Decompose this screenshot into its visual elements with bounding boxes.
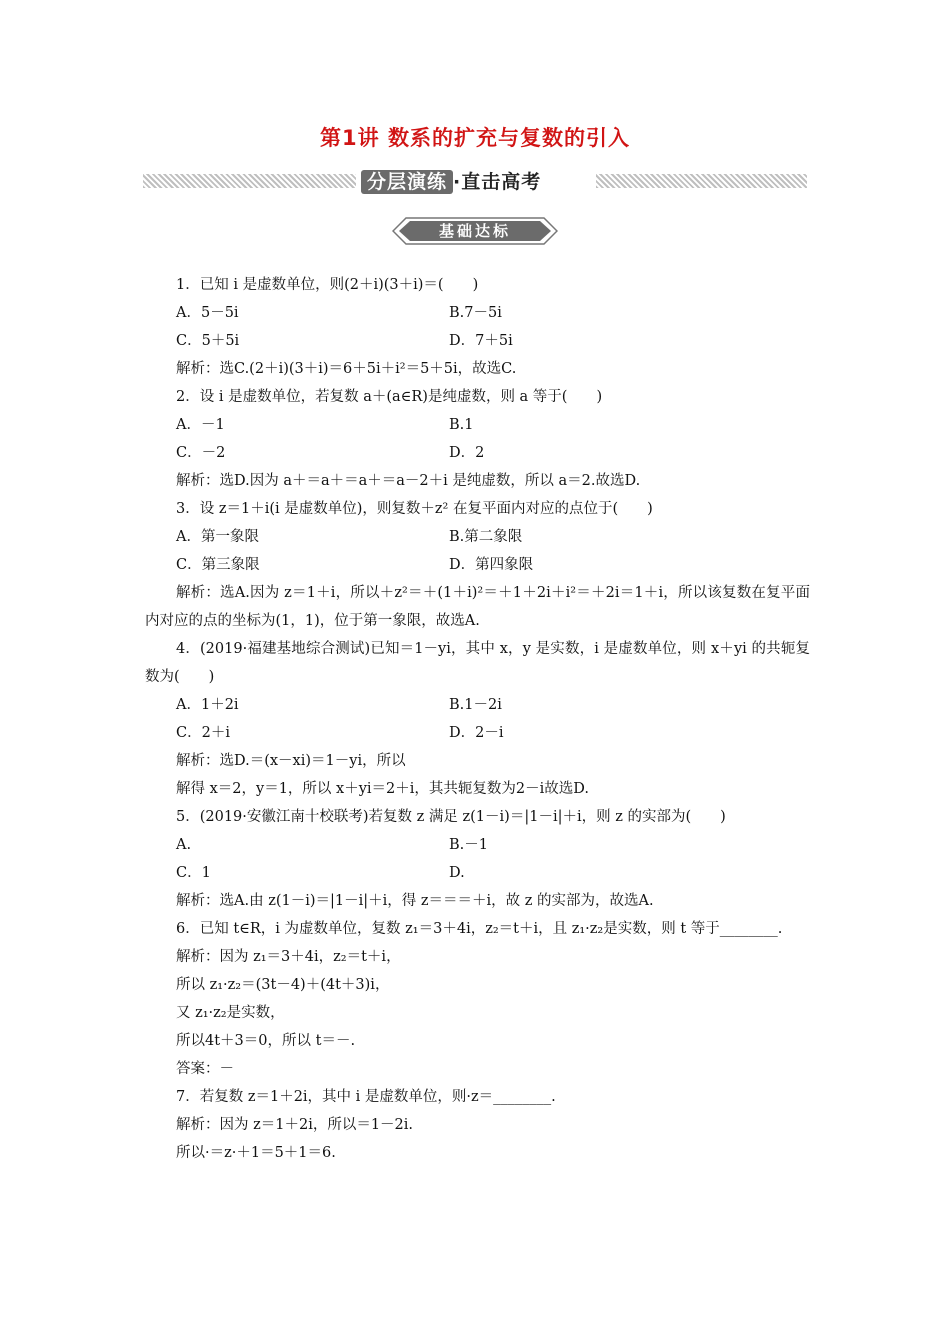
q2-option-b: B.1	[449, 417, 474, 433]
q5-option-d: D.	[449, 865, 465, 881]
q2-option-c: C．－2	[176, 445, 226, 461]
q2-option-d: D．2	[449, 445, 485, 461]
badge-label: 基础达标	[438, 222, 511, 240]
q5-options-row1	[145, 831, 810, 859]
q3-option-b: B.第二象限	[449, 529, 523, 545]
q1-solution: 解析：选C.(2＋i)(3＋i)＝6＋5i＋i²＝5＋5i，故选C.	[176, 361, 517, 377]
q4-option-d: D．2－i	[449, 725, 504, 741]
q3-option-d: D．第四象限	[449, 557, 534, 573]
banner-hatch-right	[596, 174, 807, 188]
q6-solution-3: 又 z₁·z₂是实数，	[176, 1005, 285, 1021]
q4-solution-2: 解得 x＝2，y＝1，所以 x＋yi＝2＋i，其共轭复数为2－i故选D.	[176, 781, 589, 797]
q4-stem: 4．(2019·福建基地综合测试)已知＝1－yi，其中 x，y 是实数，i 是虚数单位，则 x＋yi 的共轭复数为( )	[145, 641, 810, 685]
section-banner	[143, 168, 807, 196]
q7-solution-2: 所以·＝z·＋1＝5＋1＝6.	[176, 1145, 336, 1161]
q3-option-c: C．第三象限	[176, 557, 260, 573]
page-title: 第1讲 数系的扩充与复数的引入	[320, 126, 630, 150]
q5-option-a: A.	[176, 837, 192, 853]
q5-options-row2	[145, 859, 810, 887]
q1-options-row2	[145, 327, 810, 355]
q6-answer: 答案：－	[176, 1061, 234, 1077]
q1-option-b: B.7－5i	[449, 305, 502, 321]
q2-option-a: A．－1	[176, 417, 225, 433]
level-badge	[392, 217, 558, 245]
banner-hatch-left	[143, 174, 356, 188]
q2-options-row1	[145, 411, 810, 439]
q4-option-c: C．2＋i	[176, 725, 230, 741]
banner-label-right: ·直击高考	[453, 171, 542, 193]
q5-option-b: B.－1	[449, 837, 488, 853]
q1-option-d: D．7＋5i	[449, 333, 513, 349]
q7-solution-1: 解析：因为 z＝1＋2i，所以＝1－2i.	[176, 1117, 414, 1133]
q4-option-a: A．1＋2i	[176, 697, 239, 713]
q1-option-a: A．5－5i	[176, 305, 239, 321]
q3-stem: 3．设 z＝1＋i(i 是虚数单位)，则复数＋z² 在复平面内对应的点位于( )	[176, 501, 653, 517]
q4-options-row2	[145, 719, 810, 747]
q2-stem: 2．设 i 是虚数单位，若复数 a＋(a∈R)是纯虚数，则 a 等于( )	[176, 389, 603, 405]
q1-options-row1	[145, 299, 810, 327]
exercise-content	[145, 271, 810, 1167]
q1-option-c: C．5＋5i	[176, 333, 240, 349]
q3-options-row1	[145, 523, 810, 551]
q3-options-row2	[145, 551, 810, 579]
banner-text	[361, 168, 541, 196]
q7-stem: 7．若复数 z＝1＋2i，其中 i 是虚数单位，则·z＝________.	[176, 1089, 556, 1105]
q2-solution: 解析：选D.因为 a＋＝a＋＝a＋＝a－2＋i 是纯虚数，所以 a＝2.故选D.	[176, 473, 641, 489]
q6-solution-1: 解析：因为 z₁＝3＋4i，z₂＝t＋i，	[176, 949, 401, 965]
q1-stem: 1．已知 i 是虚数单位，则(2＋i)(3＋i)＝( )	[176, 277, 479, 293]
q6-solution-2: 所以 z₁·z₂＝(3t－4)＋(4t＋3)i，	[176, 977, 390, 993]
q6-solution-4: 所以4t＋3＝0，所以 t＝－.	[176, 1033, 356, 1049]
q4-solution-1: 解析：选D.＝(x－xi)＝1－yi，所以	[176, 753, 406, 769]
q3-option-a: A．第一象限	[176, 529, 259, 545]
q5-solution: 解析：选A.由 z(1－i)＝|1－i|＋i，得 z＝＝＝＋i，故 z 的实部为，故选A.	[176, 893, 654, 909]
q5-stem: 5．(2019·安徽江南十校联考)若复数 z 满足 z(1－i)＝|1－i|＋i，则 z 的实部为( )	[176, 809, 726, 825]
q3-solution: 解析：选A.因为 z＝1＋i，所以＋z²＝＋(1＋i)²＝＋1＋2i＋i²＝＋2i＝1＋i，所以该复数在复平面内对应的点的坐标为(1，1)，位于第一象限，故选A.	[145, 585, 810, 629]
q4-option-b: B.1－2i	[449, 697, 502, 713]
q5-option-c: C．1	[176, 865, 211, 881]
q2-options-row2	[145, 439, 810, 467]
q6-stem: 6．已知 t∈R，i 为虚数单位，复数 z₁＝3＋4i，z₂＝t＋i，且 z₁·z₂是实数，则 t 等于________.	[176, 921, 783, 937]
q4-options-row1	[145, 691, 810, 719]
banner-label-left: 分层演练	[361, 170, 453, 194]
